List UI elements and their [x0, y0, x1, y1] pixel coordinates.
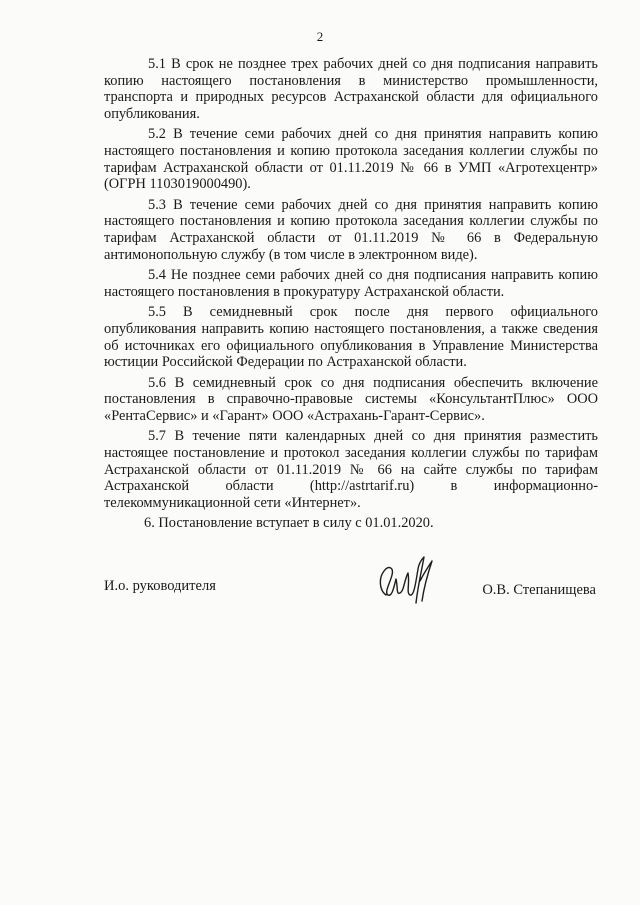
- paragraph-5-1: 5.1 В срок не позднее трех рабочих дней со дня подписания направить копию настоящего постановления в министерство промышленности, транспорта и природных ресурсов Астраханской области для официального опубликования.: [104, 56, 598, 122]
- handwritten-signature: [372, 551, 438, 609]
- paragraph-6: 6. Постановление вступает в силу с 01.01.2020.: [144, 515, 434, 532]
- paragraph-5-7: 5.7 В течение пяти календарных дней со дня принятия разместить настоящее постановление и протокол заседания коллегии службы по тарифам Астраханской области от 01.11.2019 № 66 на сайте службы по тарифам Астраханской области (http://astrtarif.ru) в информационно-телекоммуникационной сети «Интернет».: [104, 428, 598, 511]
- paragraph-5-6: 5.6 В семидневный срок со дня подписания обеспечить включение постановления в справочно-правовые системы «КонсультантПлюс» ООО «РентаСервис» и «Гарант» ООО «Астрахань-Гарант-Сервис».: [104, 374, 598, 424]
- signatory-name: О.В. Степанищева: [482, 582, 596, 598]
- paragraph-5-4: 5.4 Не позднее семи рабочих дней со дня подписания направить копию настоящего постановления в прокуратуру Астраханской области.: [104, 267, 598, 300]
- paragraph-5-5: 5.5 В семидневный срок после дня первого официального опубликования направить копию настоящего постановления, а также сведения об источниках его официального опубликования в Управление Министерства юстиции Российской Федерации по Астраханской области.: [104, 304, 598, 371]
- paragraph-5-3: 5.3 В течение семи рабочих дней со дня принятия направить копию настоящего постановления и копию протокола заседания коллегии службы по тарифам Астраханской области от 01.11.2019 № 66 в Федеральную антимонопольную службу (в том числе в электронном виде).: [104, 196, 598, 263]
- document-body: [104, 56, 598, 536]
- paragraph-5-2: 5.2 В течение семи рабочих дней со дня принятия направить копию настоящего постановления и копию протокола заседания коллегии службы по тарифам Астраханской области от 01.11.2019 № 66 в УМП «Агротехцентр» (ОГРН 1103019000490).: [104, 126, 598, 193]
- signatory-title: И.о. руководителя: [104, 578, 216, 594]
- page-number: 2: [316, 29, 324, 44]
